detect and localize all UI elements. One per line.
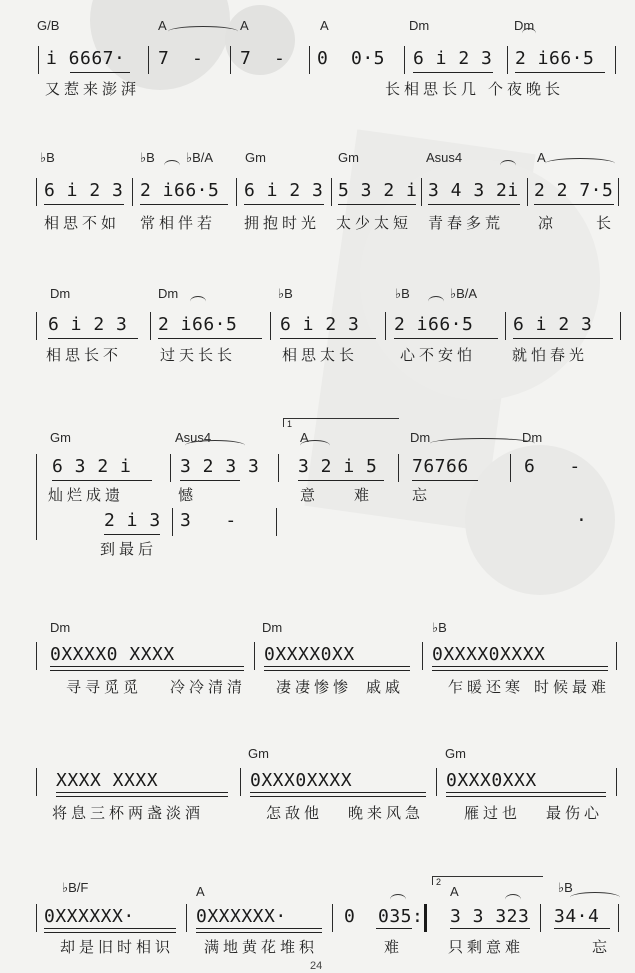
slur-arc	[500, 160, 516, 171]
alt-notes-measure: 2 i 3	[104, 510, 161, 531]
chord-label: Dm	[262, 620, 283, 635]
beam	[244, 204, 324, 205]
beam	[428, 204, 520, 205]
chord-label: A	[158, 18, 167, 33]
beam	[196, 928, 322, 929]
beam	[432, 670, 608, 671]
notes-measure: 0XXXX0XX	[264, 644, 355, 665]
chord-label: Dm	[50, 620, 71, 635]
bar-line	[170, 454, 171, 482]
beam	[250, 796, 426, 797]
notes-measure: i 6667·	[46, 48, 126, 69]
beam	[413, 72, 493, 73]
beam	[50, 666, 244, 667]
chord-label: Dm	[410, 430, 431, 445]
lyric-text: 时候最难	[534, 678, 611, 696]
lyric-text: 个夜晚长	[488, 80, 565, 98]
volta-number: 1	[287, 419, 293, 429]
notes-measure: 6 i 2 3	[44, 180, 124, 201]
chord-label: ♭B/A	[450, 286, 478, 301]
bar-line	[276, 508, 277, 536]
beam	[52, 480, 152, 481]
lyric-text: 雁过也	[464, 804, 522, 822]
lyric-text: 却是旧时相识	[60, 938, 175, 956]
lyric-text: 忘	[592, 938, 612, 956]
bar-line	[240, 768, 241, 796]
beam	[515, 72, 605, 73]
beam	[56, 796, 228, 797]
lyric-text: 相思不如	[44, 214, 121, 232]
notes-measure: 6 i 2 3	[413, 48, 493, 69]
chord-label: A	[450, 884, 459, 899]
chord-label: A	[320, 18, 329, 33]
lyric-text: 常相伴若	[140, 214, 217, 232]
beam	[376, 928, 412, 929]
volta-number: 2	[436, 877, 442, 887]
beam	[450, 928, 530, 929]
notes-measure: 2 i66·5	[158, 314, 238, 335]
bar-line	[615, 46, 616, 74]
notes-measure: 2 i66·5	[394, 314, 474, 335]
chord-label: Gm	[445, 746, 466, 761]
lyric-text: 到最后	[100, 540, 158, 558]
bar-line	[616, 642, 617, 670]
tie-arc	[168, 26, 238, 37]
bar-line	[618, 904, 619, 932]
tie-arc	[545, 158, 615, 169]
lyric-text: 难	[354, 486, 374, 504]
beam	[264, 666, 410, 667]
beam	[104, 534, 160, 535]
notes-measure: 3 4 3 2i	[428, 180, 519, 201]
lyric-text: 心不安怕	[400, 346, 477, 364]
bar-line	[38, 46, 39, 74]
notes-measure: 6 3 2 i	[52, 456, 132, 477]
beam	[298, 480, 384, 481]
slur-arc	[164, 160, 180, 171]
lyric-text: 拥抱时光	[244, 214, 321, 232]
bar-line	[527, 178, 528, 206]
lyric-text: 相思太长	[282, 346, 359, 364]
chord-label: Asus4	[426, 150, 463, 165]
bar-line	[36, 768, 37, 796]
bar-line	[398, 454, 399, 482]
score-row-4	[0, 418, 635, 568]
bar-line	[309, 46, 310, 74]
notes-measure: 3 3 323	[450, 906, 530, 927]
notes-measure: 6 i 2 3	[48, 314, 128, 335]
notes-measure: 0 035:	[344, 906, 424, 927]
notes-measure: XXXX XXXX	[56, 770, 159, 791]
chord-label: A	[196, 884, 205, 899]
bar-line	[254, 642, 255, 670]
notes-measure: 6 i 2 3	[244, 180, 324, 201]
chord-label: A	[300, 430, 309, 445]
bar-line	[404, 46, 405, 74]
bar-line	[616, 768, 617, 796]
notes-measure: 0 0·5	[317, 48, 386, 69]
score-row-3	[0, 286, 635, 376]
lyric-text: 忘	[412, 486, 432, 504]
bar-line	[36, 642, 37, 670]
notes-measure: 0XXX0XXXX	[250, 770, 353, 791]
slur-arc	[190, 296, 206, 307]
chord-label: A	[537, 150, 546, 165]
notes-measure: 0XXXXXX·	[44, 906, 135, 927]
bar-line	[172, 508, 173, 536]
chord-label: Gm	[50, 430, 71, 445]
score-row-6	[0, 746, 635, 836]
lyric-text: 乍暖还寒	[448, 678, 525, 696]
lyric-text: 又惹来澎湃	[45, 80, 141, 98]
chord-label: ♭B	[140, 150, 155, 165]
lyric-text: 只剩意难	[448, 938, 525, 956]
notes-measure: 0XXXXXX·	[196, 906, 287, 927]
notes-measure: 2 i66·5	[515, 48, 595, 69]
beam	[44, 204, 124, 205]
beam	[338, 204, 416, 205]
score-row-1	[0, 18, 635, 108]
lyric-text: 长相思长几	[385, 80, 481, 98]
bar-line	[385, 312, 386, 340]
score-row-5	[0, 620, 635, 710]
score-row-2	[0, 150, 635, 240]
notes-measure: 2 i66·5	[140, 180, 220, 201]
beam	[140, 204, 228, 205]
beam	[446, 792, 606, 793]
notes-measure: 6 i 2 3	[513, 314, 593, 335]
bar-line	[620, 312, 621, 340]
beam	[264, 670, 410, 671]
lyric-text: 寻寻觅觅	[66, 678, 143, 696]
chord-label: ♭B/A	[186, 150, 214, 165]
slur-arc	[185, 440, 245, 451]
notes-measure: 0XXXX0 XXXX	[50, 644, 175, 665]
volta-bracket	[432, 876, 543, 885]
bar-line	[36, 178, 37, 206]
notes-measure: 76766	[412, 456, 469, 477]
bar-line	[510, 454, 511, 482]
bar-line	[436, 768, 437, 796]
lyric-text: 满地黄花堆积	[204, 938, 319, 956]
slur-arc	[390, 894, 406, 905]
lyric-text: 过天长长	[160, 346, 237, 364]
notes-measure: 6 i 2 3	[280, 314, 360, 335]
lyric-text: 灿烂成遗	[48, 486, 125, 504]
slur-arc	[428, 296, 444, 307]
beam	[48, 338, 138, 339]
lyric-text: 凄凄惨惨	[276, 678, 353, 696]
notes-measure: 7 -	[240, 48, 286, 69]
chord-label: Dm	[158, 286, 179, 301]
beam	[50, 670, 244, 671]
chord-label: ♭B	[278, 286, 293, 301]
beam	[446, 796, 606, 797]
lyric-text: 相思长不	[46, 346, 123, 364]
beam	[554, 928, 610, 929]
chord-label: ♭B/F	[62, 880, 89, 895]
chord-label: Dm	[50, 286, 71, 301]
lyric-text: 最伤心	[546, 804, 604, 822]
bar-line	[278, 454, 279, 482]
chord-label: ♭B	[558, 880, 573, 895]
chord-label: Dm	[409, 18, 430, 33]
slur-arc	[300, 440, 330, 451]
beam	[394, 338, 498, 339]
bar-line	[421, 178, 422, 206]
repeat-bar-line	[424, 904, 427, 932]
bar-line	[36, 454, 37, 540]
alt-notes-measure: 3 -	[180, 510, 237, 531]
bar-line	[186, 904, 187, 932]
lyric-text: 太少太短	[336, 214, 413, 232]
dot-mark: ·	[576, 510, 588, 531]
notes-measure: 6 -	[524, 456, 581, 477]
lyric-text: 青春多荒	[428, 214, 505, 232]
volta-bracket	[283, 418, 399, 427]
beam	[180, 480, 240, 481]
score-row-7	[0, 870, 635, 960]
chord-label: Gm	[338, 150, 359, 165]
chord-label: ♭B	[395, 286, 410, 301]
lyric-text: 晚来风急	[348, 804, 425, 822]
notes-measure: 3 2 i 5	[298, 456, 378, 477]
notes-measure: 34·4	[554, 906, 600, 927]
chord-label: ♭B	[432, 620, 447, 635]
notes-measure: 3 2 3 3	[180, 456, 260, 477]
bar-line	[618, 178, 619, 206]
bar-line	[132, 178, 133, 206]
chord-label: Asus4	[175, 430, 212, 445]
beam	[44, 928, 176, 929]
lyric-text: 怎敌他	[266, 804, 324, 822]
beam	[432, 666, 608, 667]
slur-arc	[522, 28, 536, 39]
beam	[280, 338, 376, 339]
notes-measure: 7 -	[158, 48, 204, 69]
beam	[44, 932, 176, 933]
beam	[158, 338, 262, 339]
notes-measure: 0XXXX0XXXX	[432, 644, 546, 665]
chord-label: ♭B	[40, 150, 55, 165]
page-number: 24	[310, 960, 323, 972]
notes-measure: 2 2 7·5	[534, 180, 614, 201]
bar-line	[36, 904, 37, 932]
beam	[412, 480, 478, 481]
chord-label: A	[240, 18, 249, 33]
beam	[534, 204, 614, 205]
slur-arc	[505, 894, 521, 905]
beam	[56, 792, 228, 793]
chord-label: Dm	[514, 18, 535, 33]
bar-line	[230, 46, 231, 74]
lyric-text: 憾	[178, 486, 198, 504]
lyric-text: 意	[300, 486, 320, 504]
lyric-text: 难	[384, 938, 404, 956]
bar-line	[540, 904, 541, 932]
lyric-text: 将息三杯两盏淡酒	[52, 804, 205, 822]
tie-arc	[570, 892, 620, 903]
lyric-text: 戚戚	[366, 678, 405, 696]
bar-line	[422, 642, 423, 670]
bar-line	[148, 46, 149, 74]
notes-measure: 5 3 2 i	[338, 180, 418, 201]
beam	[250, 792, 426, 793]
beam	[70, 72, 130, 73]
tie-arc	[430, 438, 535, 449]
bar-line	[150, 312, 151, 340]
bar-line	[505, 312, 506, 340]
lyric-text: 凉	[538, 214, 558, 232]
chord-label: Gm	[248, 746, 269, 761]
bar-line	[332, 904, 333, 932]
notes-measure: 0XXX0XXX	[446, 770, 537, 791]
beam	[196, 932, 322, 933]
beam	[513, 338, 613, 339]
bar-line	[270, 312, 271, 340]
lyric-text: 就怕春光	[512, 346, 589, 364]
bar-line	[36, 312, 37, 340]
lyric-text: 冷冷清清	[170, 678, 247, 696]
chord-label: Dm	[522, 430, 543, 445]
bar-line	[507, 46, 508, 74]
bar-line	[331, 178, 332, 206]
chord-label: Gm	[245, 150, 266, 165]
chord-label: G/B	[37, 18, 60, 33]
lyric-text: 长	[596, 214, 616, 232]
bar-line	[236, 178, 237, 206]
